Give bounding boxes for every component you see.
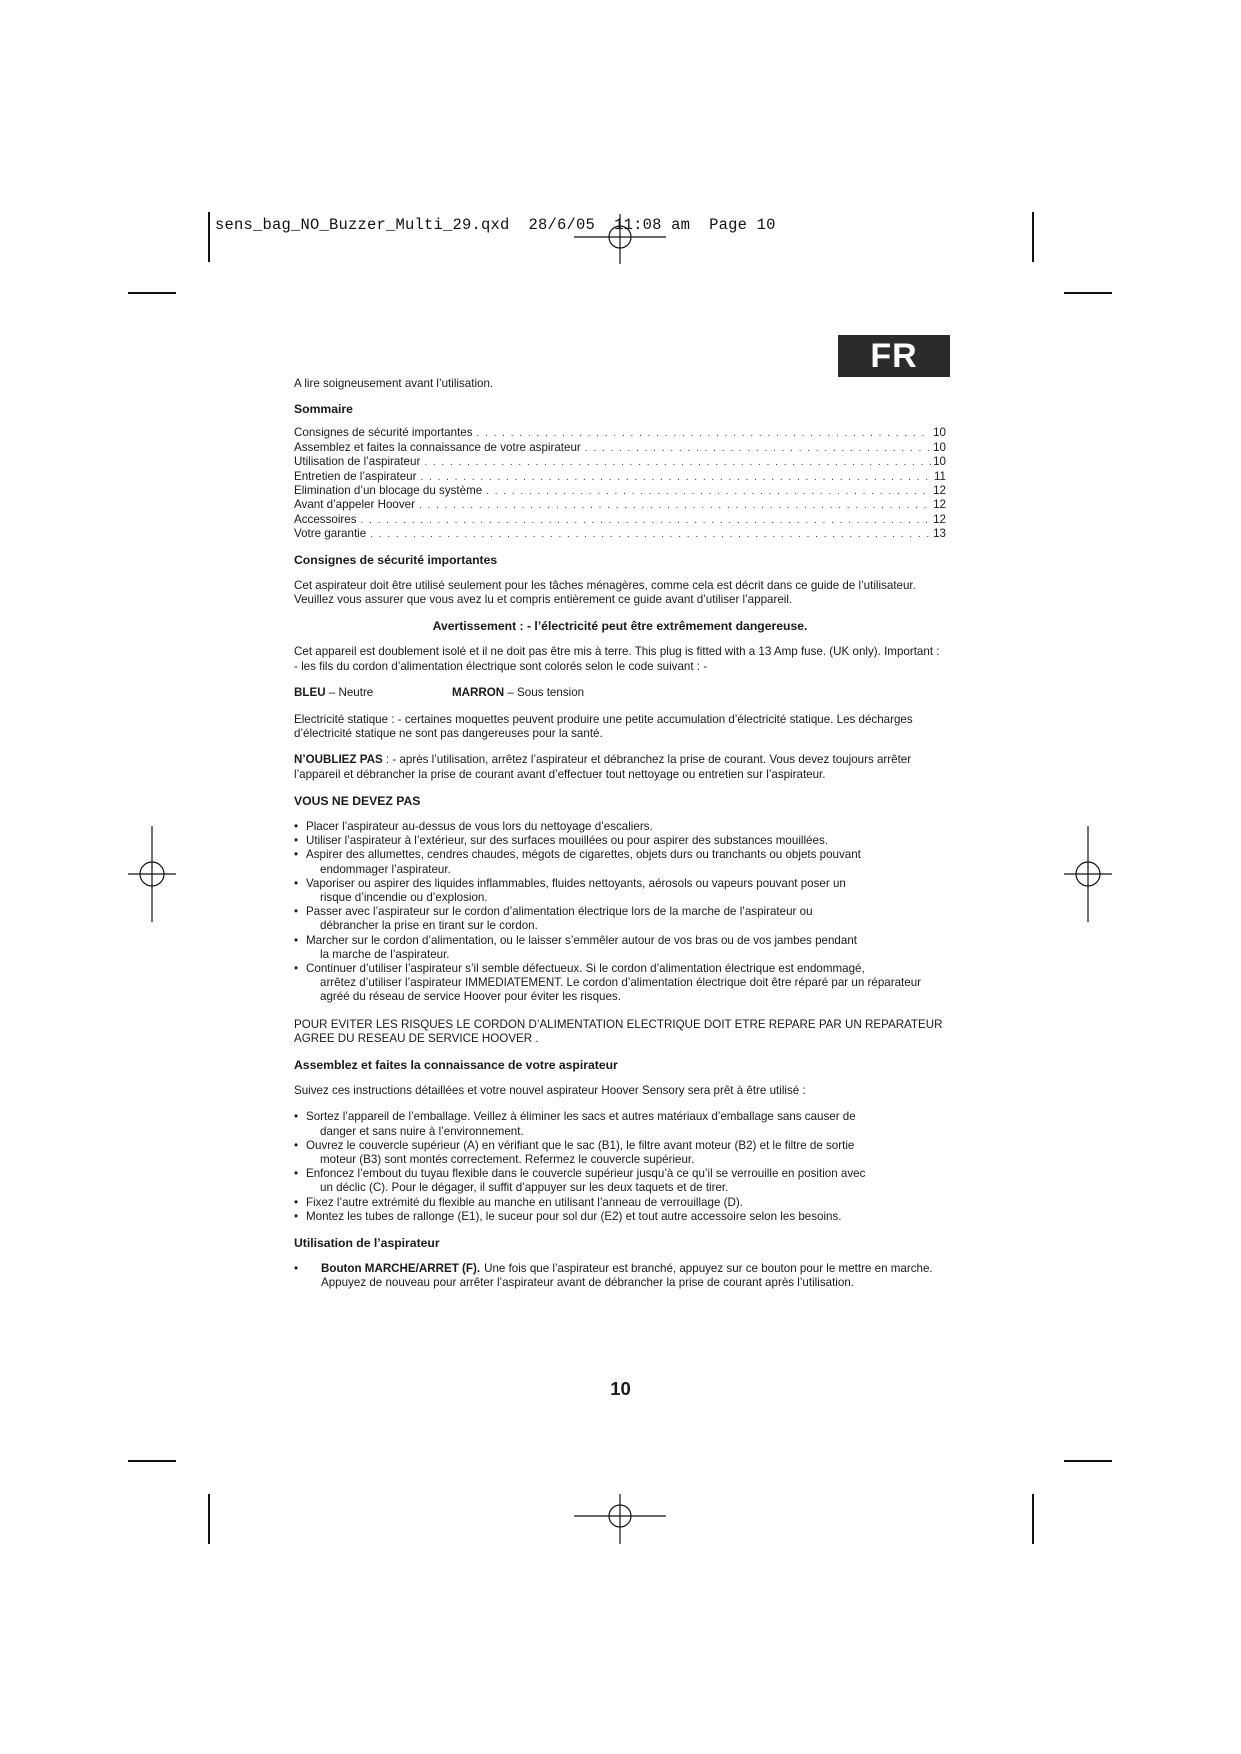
toc-leader [361, 514, 932, 528]
list-item: • Fixez l’autre extrémité du flexible au manche en utilisant l’anneau de verrouillage (D). [294, 1196, 946, 1210]
crop-mark [1064, 292, 1112, 294]
list-item: • Marcher sur le cordon d’alimentation, ou le laisser s’emmêler autour de vos bras ou de vos jambes pendant la marche de l’aspirateur. [294, 934, 946, 962]
brown-wire-entry [452, 686, 584, 700]
toc-item-page: 12 [933, 498, 946, 512]
toc-item-page: 13 [933, 527, 946, 541]
prohibitions-heading: VOUS NE DEVEZ PAS [294, 793, 421, 808]
list-item: • Passer avec l’aspirateur sur le cordon d’alimentation électrique lors de la marche de l’aspirateur ou débrancher la prise en tirant sur le cordon. [294, 905, 946, 933]
list-item: • Sortez l’appareil de l’emballage. Veillez à éliminer les sacs et autres matériaux d’emballage sans causer de danger et sans nuire à l’environnement. [294, 1110, 946, 1138]
main-content [294, 377, 946, 1291]
crop-mark [1032, 1494, 1034, 1544]
list-item: • Enfoncez l’embout du tuyau flexible dans le couvercle supérieur jusqu’à ce qu’il se verrouille en position avec un déclic (C). Pour le dégager, il suffit d’appuyer sur les deux taquets et de tirer. [294, 1167, 946, 1195]
usage-heading: Utilisation de l’aspirateur [294, 1236, 440, 1251]
registration-mark-icon [574, 214, 666, 264]
toc-leader [419, 499, 931, 513]
insulation-paragraph: Cet appareil est doublement isolé et il ne doit pas être mis à terre. This plug is fitted with a 13 Amp fuse. (UK only). Important : - les fils du cordon d’alimentation électrique sont colorés selon le code suivant : - [294, 645, 940, 673]
registration-mark-icon [574, 1494, 666, 1544]
toc-item-title: Entretien de l’aspirateur [294, 469, 417, 483]
table-of-contents [294, 426, 946, 541]
power-button-item [294, 1262, 946, 1290]
safety-paragraph: Cet aspirateur doit être utilisé seulement pour les tâches ménagères, comme cela est décrit dans ce guide de l’utilisateur. Veuillez vous assurer que vous avez lu et compris entièrement ce guide avant d’utiliser l’appareil. [294, 578, 916, 606]
toc-item [294, 470, 946, 484]
toc-leader [486, 485, 931, 499]
toc-leader [424, 456, 931, 470]
toc-item-page: 10 [933, 455, 946, 469]
toc-item [294, 455, 946, 469]
toc-item-title: Consignes de sécurité importantes [294, 426, 473, 440]
prohibitions-list [294, 820, 946, 1005]
file-slug: sens_bag_NO_Buzzer_Multi_29.qxd 28/6/05 11:08 am Page 10 [215, 216, 776, 234]
brown-wire-label: MARRON [452, 685, 505, 699]
toc-item-title: Avant d’appeler Hoover [294, 498, 415, 512]
toc-item [294, 441, 946, 455]
power-button-text: Une fois que l’aspirateur est branché, appuyez sur ce bouton pour le mettre en marche. Appuyez de nouveau pour arrêter l’aspirateur avant de débrancher la prise de courant après l’utilisation. [321, 1262, 933, 1290]
list-item: • Aspirer des allumettes, cendres chaudes, mégots de cigarettes, objets durs ou tranchants ou objets pouvant endommager l’aspirateur. [294, 848, 946, 876]
list-item: • Continuer d’utiliser l’aspirateur s’il semble défectueux. Si le cordon d’alimentation électrique est endommagé, arrêtez d’utiliser l’aspirateur IMMEDIATEMENT. Le cordon d’alimentation électrique doit être réparé par un réparateur agréé du réseau de service Hoover pour éviter les risques. [294, 962, 946, 1005]
sommaire-heading: Sommaire [294, 402, 353, 417]
electricity-warning: Avertissement : - l’électricité peut être extrêmement dangereuse. [432, 619, 808, 634]
page-number: 10 [610, 1378, 631, 1399]
blue-wire-text: – Neutre [325, 685, 374, 699]
blue-wire-entry [294, 686, 452, 700]
toc-item-page: 12 [933, 512, 946, 526]
reminder-paragraph [294, 753, 946, 781]
power-button-label: Bouton MARCHE/ARRET (F). [321, 1262, 481, 1276]
crop-mark [208, 1494, 210, 1544]
toc-item-page: 12 [933, 483, 946, 497]
repair-notice: POUR EVITER LES RISQUES LE CORDON D’ALIMENTATION ELECTRIQUE DOIT ETRE REPARE PAR UN REPARATEUR AGREE DU RESEAU DE SERVICE HOOVER . [294, 1017, 943, 1045]
assemble-list [294, 1110, 946, 1224]
language-badge: FR [838, 335, 950, 377]
list-item: • Ouvrez le couvercle supérieur (A) en vérifiant que le sac (B1), le filtre avant moteur (B2) et le filtre de sortie moteur (B3) sont montés correctement. Refermez le couvercle supérieur. [294, 1139, 946, 1167]
toc-item-page: 10 [933, 426, 946, 440]
toc-leader [420, 471, 932, 485]
toc-item-title: Votre garantie [294, 527, 367, 541]
reminder-label: N’OUBLIEZ PAS [294, 753, 383, 767]
toc-leader [477, 427, 932, 441]
toc-item-title: Utilisation de l’aspirateur [294, 455, 421, 469]
list-item: • Placer l’aspirateur au-dessus de vous lors du nettoyage d’escaliers. [294, 820, 946, 834]
toc-item [294, 513, 946, 527]
list-item: • Montez les tubes de rallonge (E1), le suceur pour sol dur (E2) et tout autre accessoire selon les besoins. [294, 1210, 946, 1224]
reminder-text: : - après l’utilisation, arrêtez l’aspirateur et débranchez la prise de courant. Vous devez toujours arrêter l’appareil et débrancher la prise de courant avant d’effectuer tout nettoyage ou entretien sur l’aspirateur. [294, 753, 912, 781]
crop-mark [208, 212, 210, 262]
list-item: • Vaporiser ou aspirer des liquides inflammables, fluides nettoyants, aérosols ou vapeurs pouvant poser un risque d’incendie ou d’explosion. [294, 877, 946, 905]
safety-heading: Consignes de sécurité importantes [294, 552, 498, 567]
crop-mark [1064, 1460, 1112, 1462]
blue-wire-label: BLEU [294, 685, 326, 699]
toc-item [294, 426, 946, 440]
toc-item [294, 498, 946, 512]
registration-mark-icon [1064, 826, 1112, 922]
list-item: • Utiliser l’aspirateur à l’extérieur, sur des surfaces mouillées ou pour aspirer des substances mouillées. [294, 834, 946, 848]
intro-text: A lire soigneusement avant l’utilisation. [294, 377, 494, 390]
toc-item [294, 527, 946, 541]
brown-wire-text: – Sous tension [504, 685, 585, 699]
toc-item [294, 484, 946, 498]
static-electricity-paragraph: Electricité statique : - certaines moquettes peuvent produire une petite accumulation d’électricité statique. Les décharges d’électricité statique ne sont pas dangereuses pour la santé. [294, 712, 913, 741]
assemble-heading: Assemblez et faites la connaissance de votre aspirateur [294, 1058, 618, 1073]
registration-mark-icon [128, 826, 176, 922]
wire-color-code [294, 686, 946, 700]
assemble-intro: Suivez ces instructions détaillées et votre nouvel aspirateur Hoover Sensory sera prêt à être utilisé : [294, 1084, 806, 1098]
toc-leader [370, 528, 931, 542]
toc-item-title: Accessoires [294, 512, 357, 526]
crop-mark [128, 1460, 176, 1462]
toc-leader [585, 442, 931, 456]
crop-mark [1032, 212, 1034, 262]
toc-item-page: 10 [933, 440, 946, 454]
toc-item-title: Elimination d’un blocage du système [294, 483, 483, 497]
crop-mark [128, 292, 176, 294]
toc-item-page: 11 [933, 469, 946, 483]
toc-item-title: Assemblez et faites la connaissance de votre aspirateur [294, 440, 581, 454]
